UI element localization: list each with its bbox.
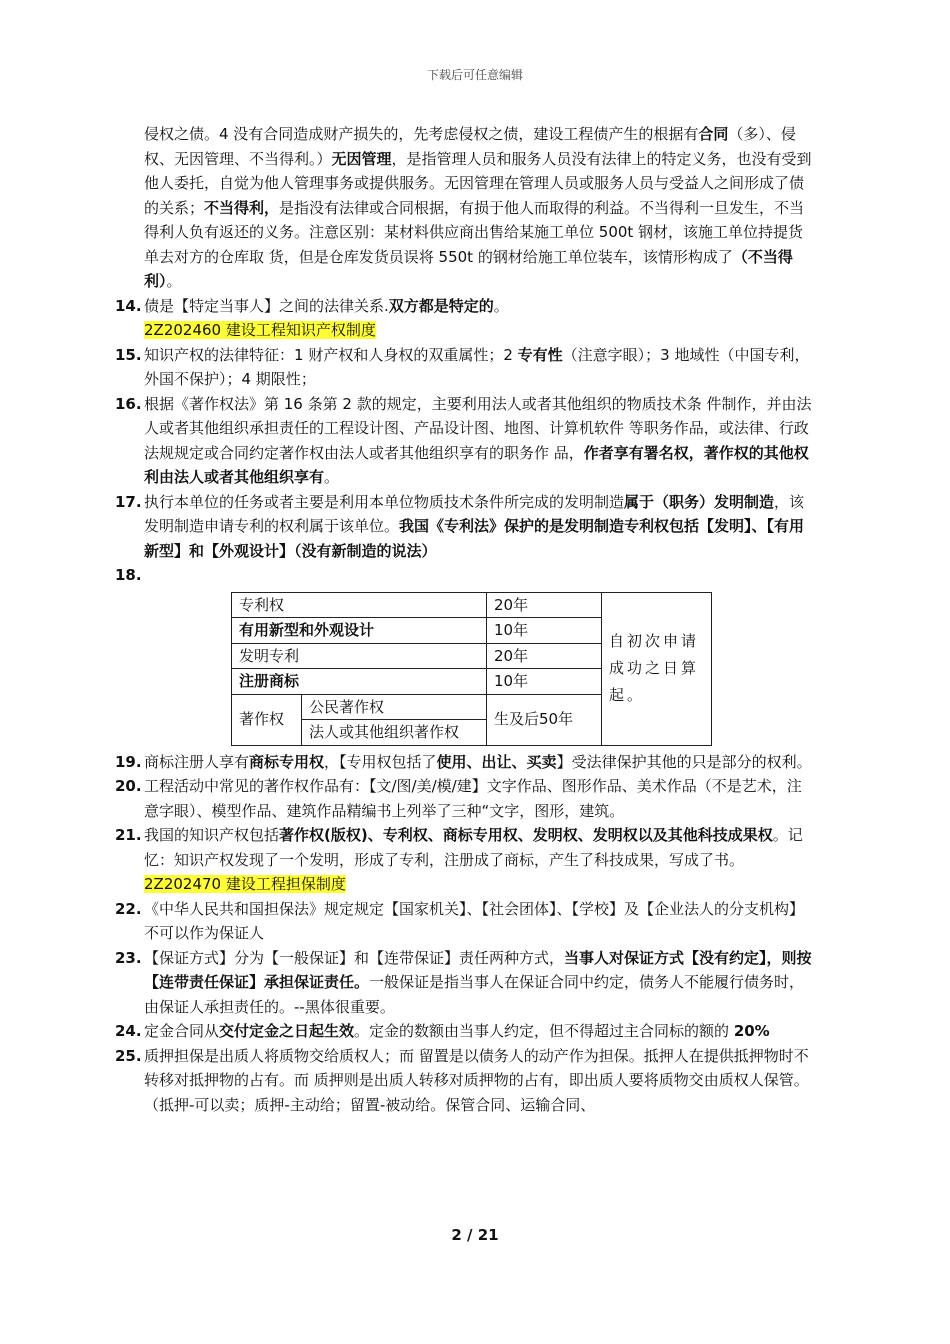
table-cell: 公民著作权 xyxy=(302,694,487,720)
list-item-24: 24. 定金合同从交付定金之日起生效。定金的数额由当事人约定，但不得超过主合同标的额的 20% xyxy=(115,1022,770,1040)
table-cell: 法人或其他组织著作权 xyxy=(302,720,487,746)
table-cell: 有用新型和外观设计 xyxy=(232,618,487,644)
section-heading-guarantee: 2Z202470 建设工程担保制度 xyxy=(144,875,346,893)
patent-term-table xyxy=(231,592,712,746)
list-item-20: 20. 工程活动中常见的著作权作品有：【文/图/美/模/建】文字作品、图形作品、美术作品（不是艺术，注意字眼）、模型作品、建筑作品精编书上列举了三种“文字，图形，建筑。 xyxy=(115,777,802,820)
table-cell: 20年 xyxy=(487,643,602,669)
page-number: 2 / 21 xyxy=(451,1226,499,1244)
list-item-17: 17. 执行本单位的任务或者主要是利用本单位物质技术条件所完成的发明制造属于（职务）发明制造，该发明制造申请专利的权利属于该单位。我国《专利法》保护的是发明制造专利权包括【发明】、【有用新型】和【外观设计】（没有新制造的说法） xyxy=(115,492,805,560)
list-item-23: 23. 【保证方式】分为【一般保证】和【连带保证】责任两种方式，当事人对保证方式【没有约定】，则按 【连带责任保证】承担保证责任。一般保证是指当事人在保证合同中约定，债务人不能履行债务时，由保证人承担责任的。--黑体很重要。 xyxy=(115,948,812,1016)
table-cell: 专利权 xyxy=(232,592,487,618)
table-cell: 注册商标 xyxy=(232,669,487,695)
list-item-22: 22. 《中华人民共和国担保法》规定规定【国家机关】、【社会团体】、【学校】及【企业法人的分支机构】不可以作为保证人 xyxy=(115,899,805,942)
table-cell: 生及后50年 xyxy=(487,694,602,745)
table-note-cell: 自初次申请成功之日算起。 xyxy=(602,592,712,745)
table-row xyxy=(232,592,712,618)
list-item-21: 21. 我国的知识产权包括著作权(版权)、专利权、商标专用权、发明权、发明权以及其他科技成果权。记忆：知识产权发现了一个发明，形成了专利，注册成了商标，产生了科技成果，写成了书。 xyxy=(115,826,803,869)
list-item-16: 16. 根据《著作权法》第 16 条第 2 款的规定，主要利用法人或者其他组织的物质技术条 件制作，并由法人或者其他组织承担责任的工程设计图、产品设计图、地图、计算机软件 等职务作品，或法律、行政法规规定或合同约定著作权由法人或者其他组织享有的职务作 品，作者享有署名权，著作权的其他权利由法人或者其他组织享有。 xyxy=(115,394,812,486)
list-item-14: 14. 债是【特定当事人】之间的法律关系.双方都是特定的。 xyxy=(115,296,509,315)
intro-paragraph: 侵权之债。4 没有合同造成财产损失的，先考虑侵权之债，建设工程债产生的根据有合同（多）、侵权、无因管理、不当得利。）无因管理，是指管理人员和服务人员没有法律上的特定义务，也没有受到他人委托，自觉为他人管理事务或提供服务。无因管理在管理人员或服务人员与受益人之间形成了债的关系；不当得利，是指没有法律或合同根据，有损于他人而取得的利益。不当得利一旦发生，不当得利人负有返还的义务。注意区别：某材料供应商出售给某施工单位 500t 钢材，该施工单位持提货单去对方的仓库取 货，但是仓库发货员误将 550t 的钢材给施工单位装车，该情形构成了（不当得利）。 xyxy=(144,125,812,290)
table-cell: 10年 xyxy=(487,669,602,695)
table-cell: 发明专利 xyxy=(232,643,487,669)
list-item-15: 15. 知识产权的法律特征：1 财产权和人身权的双重属性；2 专有性（注意字眼）；3 地域性（中国专利，外国不保护）；4 期限性； xyxy=(115,345,810,388)
page-header: 下载后可任意编辑 xyxy=(426,68,523,82)
list-item-19: 19. 商标注册人享有商标专用权，【专用权包括了使用、出让、买卖】受法律保护其他的只是部分的权利。 xyxy=(115,752,812,771)
section-heading-ip: 2Z202460 建设工程知识产权制度 xyxy=(144,321,376,339)
table-cell: 著作权 xyxy=(232,694,302,745)
list-item-25: 25. 质押担保是出质人将质物交给质权人；而 留置是以债务人的动产作为担保。抵押人在提供抵押物时不转移对抵押物的占有。而 质押则是出质人转移对质押物的占有，即出质人要将质物交由质权人保管。（抵押-可以卖；质押-主动给；留置-被动给。保管合同、运输合同、 xyxy=(115,1046,809,1114)
table-cell: 10年 xyxy=(487,618,602,644)
table-cell: 20年 xyxy=(487,592,602,618)
document-body xyxy=(115,122,815,1117)
list-item-18: 18. xyxy=(115,566,142,584)
